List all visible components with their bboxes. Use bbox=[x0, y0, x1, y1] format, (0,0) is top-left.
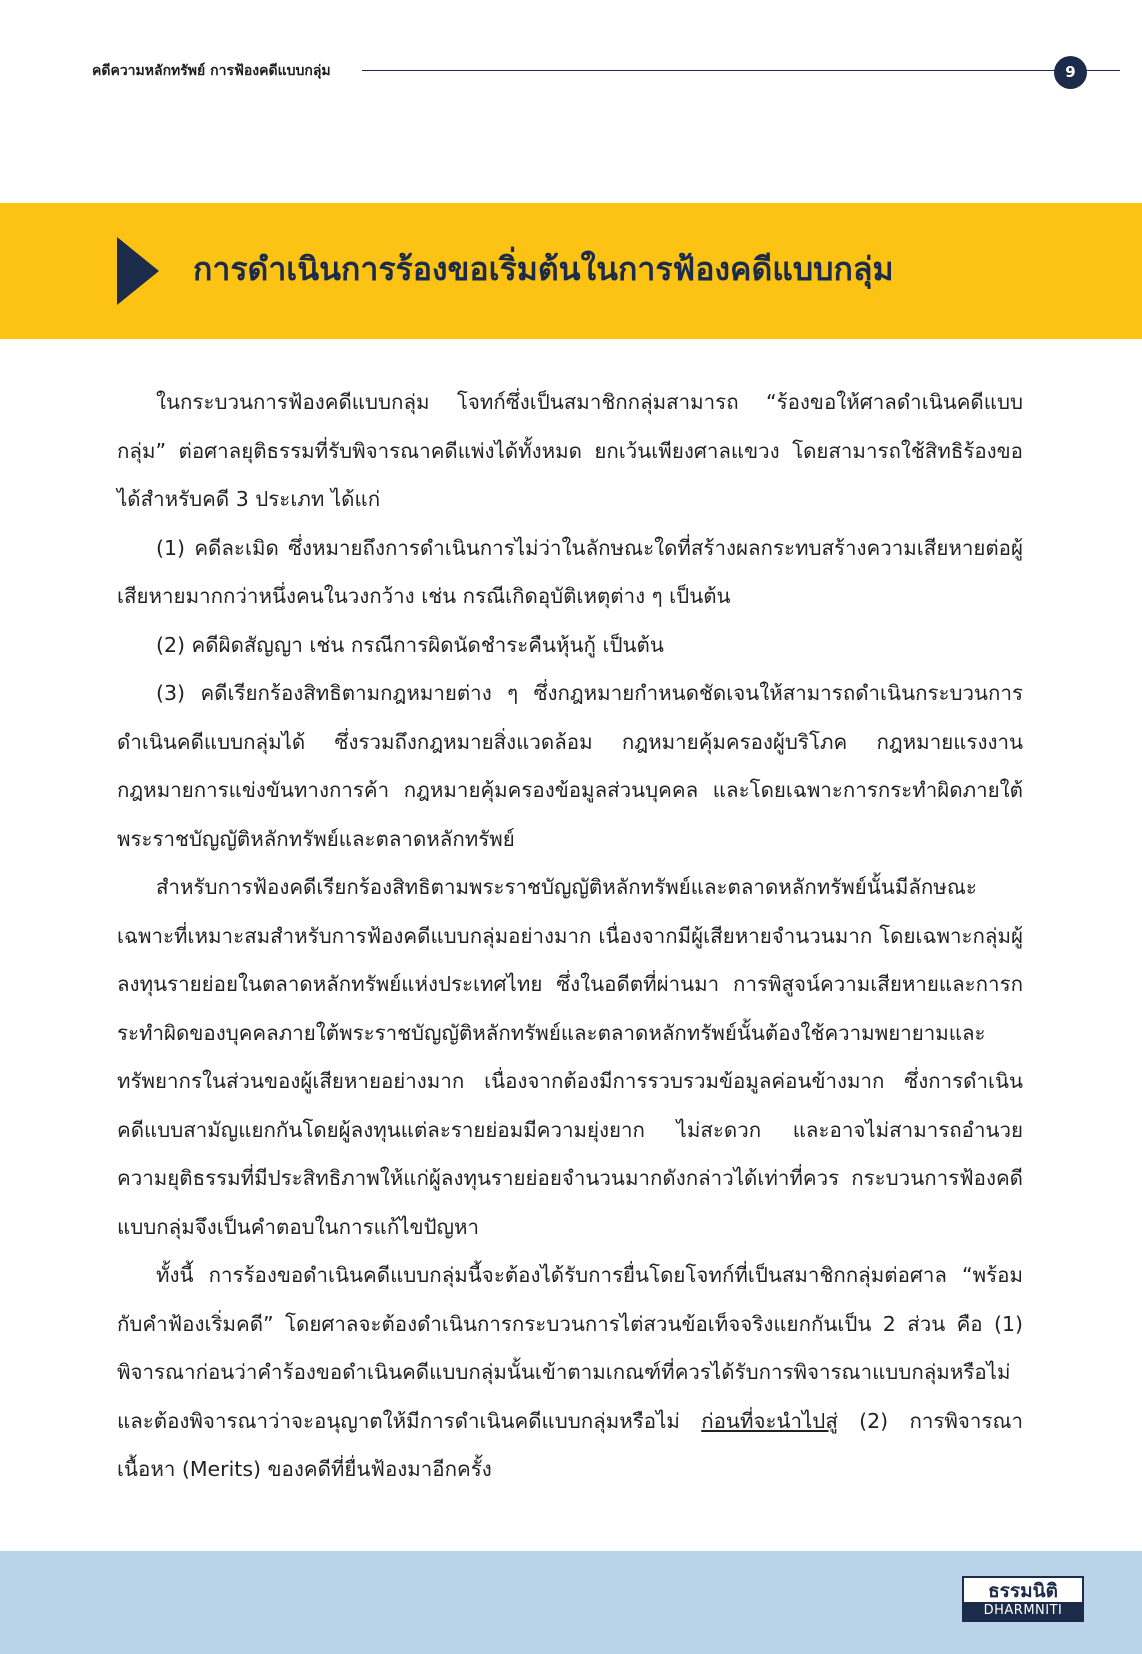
list-item-contract: (2) คดีผิดสัญญา เช่น กรณีการผิดนัดชำระคืนหุ้นกู้ เป็นต้น bbox=[156, 632, 664, 657]
final-paragraph bbox=[117, 1251, 1023, 1494]
section-title: การดำเนินการร้องขอเริ่มต้นในการฟ้องคดีแบบกลุ่ม bbox=[193, 250, 894, 288]
section-title-band bbox=[0, 203, 1142, 339]
header-divider bbox=[362, 70, 1120, 71]
triangle-arrow-icon bbox=[117, 237, 159, 305]
list-item-tort: (1) คดีละเมิด ซึ่งหมายถึงการดำเนินการไม่ว่าในลักษณะใดที่สร้างผลกระทบสร้างความเสียหายต่อผู้เสียหายมากกว่าหนึ่งคนในวงกว้าง เช่น กรณีเกิดอุบัติเหตุต่าง ๆ เป็นต้น bbox=[117, 535, 1023, 608]
final-paragraph-end: (2) การพิจารณาเนื้อหา (Merits) ของคดีที่ยื่นฟ้องมาอีกครั้ง bbox=[117, 1408, 1023, 1481]
running-title: คดีความหลักทรัพย์ การฟ้องคดีแบบกลุ่ม bbox=[92, 63, 331, 79]
page-number-badge: 9 bbox=[1054, 56, 1087, 89]
final-paragraph-start: ทั้งนี้ การร้องขอดำเนินคดีแบบกลุ่มนี้จะต้องได้รับการยื่นโดยโจทก์ที่เป็นสมาชิกกลุ่มต่อศาล “พร้อมกับคำฟ้องเริ่มคดี” โดยศาลจะต้องดำเนินการกระบวนการไต่สวนข้อเท็จจริงแยกกันเป็น 2 ส่วน คือ (1) พิจารณาก่อนว่าคำร้องขอดำเนินคดีแบบกลุ่มนั้นเข้าตามเกณฑ์ที่ควรได้รับการพิจารณาแบบกลุ่มหรือไม่ และต้องพิจารณาว่าจะอนุญาตให้มีการดำเนินคดีแบบกลุ่มหรือไม่ bbox=[117, 1263, 1023, 1433]
securities-paragraph: สำหรับการฟ้องคดีเรียกร้องสิทธิตามพระราชบัญญัติหลักทรัพย์และตลาดหลักทรัพย์นั้นมีลักษณะเฉพาะที่เหมาะสมสำหรับการฟ้องคดีแบบกลุ่มอย่างมาก เนื่องจากมีผู้เสียหายจำนวนมาก โดยเฉพาะกลุ่มผู้ลงทุนรายย่อยในตลาดหลักทรัพย์แห่งประเทศไทย ซึ่งในอดีตที่ผ่านมา การพิสูจน์ความเสียหายและการกระทำผิดของบุคคลภายใต้พระราชบัญญัติหลักทรัพย์และตลาดหลักทรัพย์นั้นต้องใช้ความพยายามและทรัพยากรในส่วนของผู้เสียหายอย่างมาก เนื่องจากต้องมีการรวบรวมข้อมูลค่อนข้างมาก ซึ่งการดำเนินคดีแบบสามัญแยกกันโดยผู้ลงทุนแต่ละรายย่อมมีความยุ่งยาก ไม่สะดวก และอาจไม่สามารถอำนวยความยุติธรรมที่มีประสิทธิภาพให้แก่ผู้ลงทุนรายย่อยจำนวนมากดังกล่าวได้เท่าที่ควร กระบวนการฟ้องคดีแบบกลุ่มจึงเป็นคำตอบในการแก้ไขปัญหา bbox=[117, 875, 1023, 1239]
footer-band bbox=[0, 1551, 1142, 1654]
body-text bbox=[117, 378, 1023, 1494]
publisher-logo bbox=[962, 1576, 1084, 1622]
intro-paragraph: ในกระบวนการฟ้องคดีแบบกลุ่ม โจทก์ซึ่งเป็นสมาชิกกลุ่มสามารถ “ร้องขอให้ศาลดำเนินคดีแบบกลุ่ม” ต่อศาลยุติธรรมที่รับพิจารณาคดีแพ่งได้ทั้งหมด ยกเว้นเพียงศาลแขวง โดยสามารถใช้สิทธิร้องขอได้สำหรับคดี 3 ประเภท ได้แก่ bbox=[117, 390, 1023, 511]
list-item-statutory-rights: (3) คดีเรียกร้องสิทธิตามกฎหมายต่าง ๆ ซึ่งกฎหมายกำหนดชัดเจนให้สามารถดำเนินกระบวนการดำเนินคดีแบบกลุ่มได้ ซึ่งรวมถึงกฎหมายสิ่งแวดล้อม กฎหมายคุ้มครองผู้บริโภค กฎหมายแรงงาน กฎหมายการแข่งขันทางการค้า กฎหมายคุ้มครองข้อมูลส่วนบุคคล และโดยเฉพาะการกระทำผิดภายใต้พระราชบัญญัติหลักทรัพย์และตลาดหลักทรัพย์ bbox=[117, 681, 1023, 851]
underlined-phrase: ก่อนที่จะนำไปสู่ bbox=[701, 1408, 838, 1433]
logo-latin-wordmark: DHARMNITI bbox=[964, 1602, 1082, 1620]
logo-thai-wordmark: ธรรมนิติ bbox=[988, 1580, 1058, 1602]
running-header bbox=[92, 56, 1092, 86]
